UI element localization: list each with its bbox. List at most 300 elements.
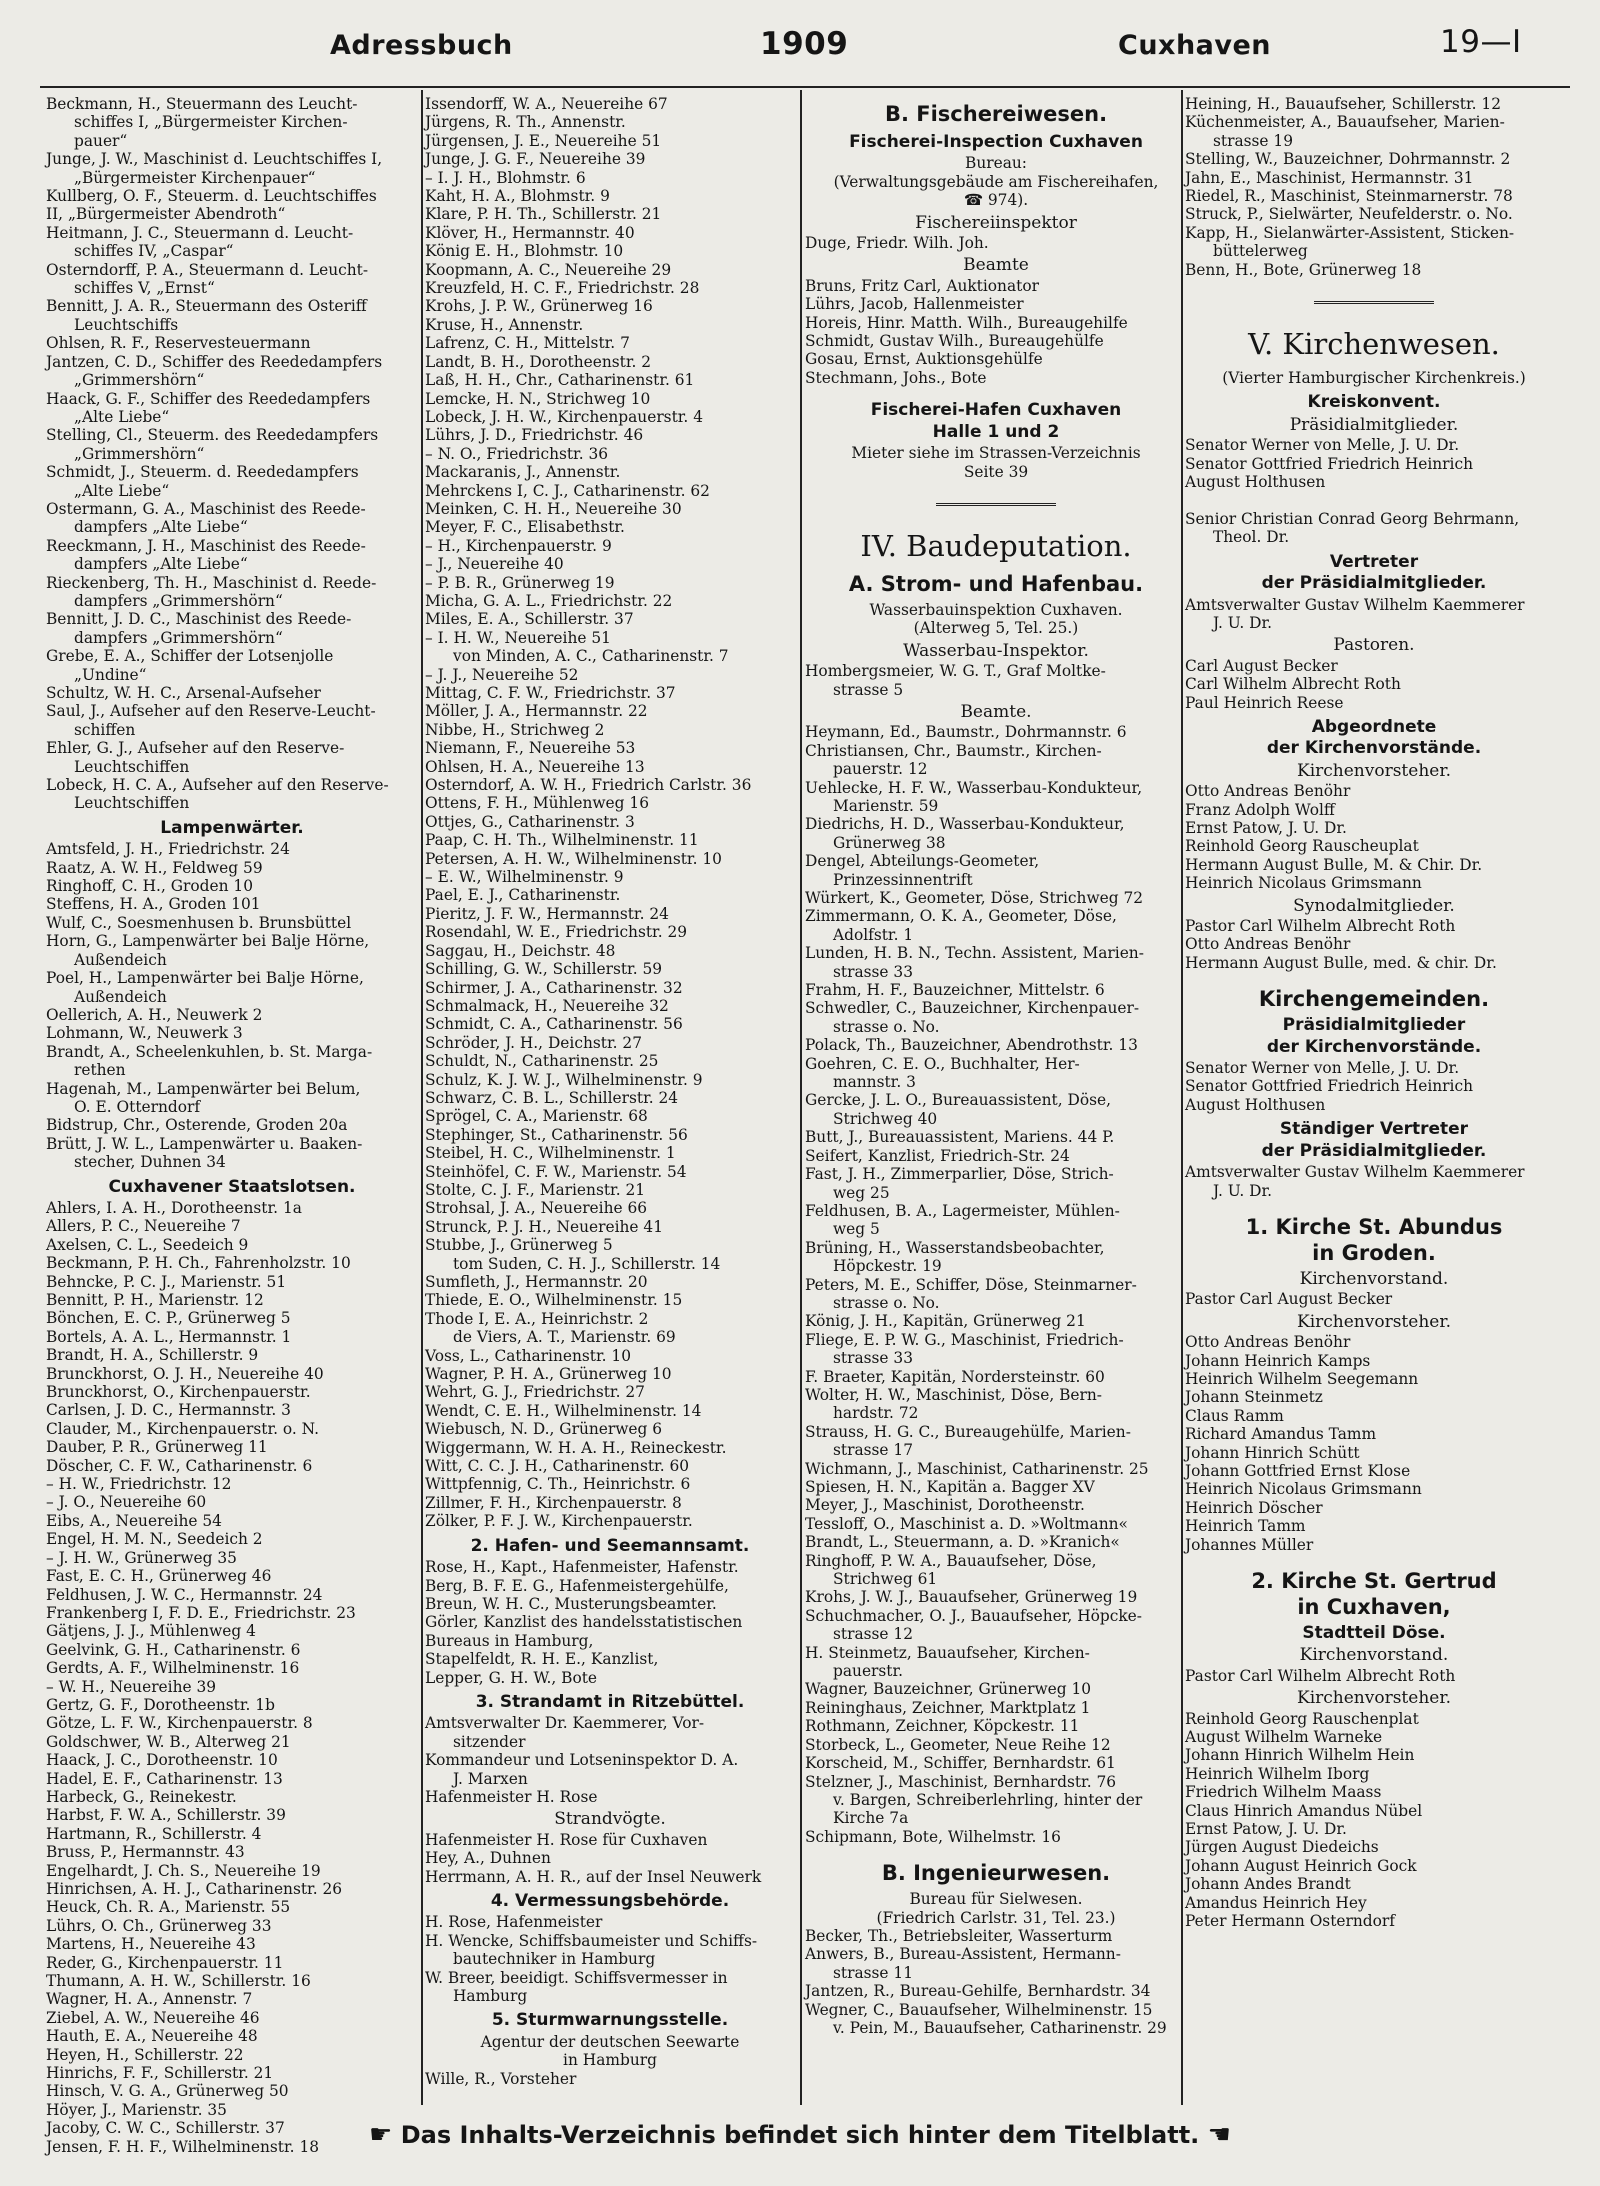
entry-line: Goldschwer, W. B., Alterweg 21 — [46, 1732, 291, 1751]
entry-line: pauer“ — [74, 131, 128, 150]
section-heading-vertreter-2: der Präsidialmitglieder. — [1261, 573, 1487, 594]
entry-line: Amtsverwalter Gustav Wilhelm Kaemmerer — [1185, 1163, 1525, 1182]
entry-line: Agentur der deutschen Seewarte — [480, 2032, 740, 2051]
entry-line: Ostermann, G. A., Maschinist des Reede- — [46, 499, 366, 518]
entry-line: Ringhoff, P. W. A., Bauaufseher, Döse, — [805, 1551, 1097, 1570]
entry-line: Harbst, F. W. A., Schillerstr. 39 — [46, 1806, 286, 1825]
entry-line: Stubbe, J., Grünerweg 5 — [425, 1236, 613, 1255]
entry-line: O. E. Otterndorf — [74, 1097, 201, 1116]
entry-line: Lührs, Jacob, Hallenmeister — [805, 295, 1024, 314]
entry-line: in Hamburg — [563, 2051, 657, 2070]
entry-line: II, „Bürgermeister Abendroth“ — [46, 205, 286, 224]
entry-line: Amtsfeld, J. H., Friedrichstr. 24 — [46, 840, 290, 859]
entry-line: „Alte Liebe“ — [74, 407, 170, 426]
entry-line: Bidstrup, Chr., Osterende, Groden 20a — [46, 1116, 348, 1135]
entry-line: schiffen — [74, 720, 136, 739]
entry-line: Lafrenz, C. H., Mittelstr. 7 — [425, 334, 630, 353]
entry-line: Senator Gottfried Friedrich Heinrich — [1185, 454, 1473, 473]
entry-line: Jürgen August Diedeichs — [1185, 1838, 1379, 1857]
entry-line: Jacoby, C. W. C., Schillerstr. 37 — [46, 2119, 285, 2138]
entry-line: Hinrichs, F. F., Schillerstr. 21 — [46, 2064, 274, 2083]
fischerei-hafen-sub: Halle 1 und 2 — [932, 421, 1060, 442]
entry-line: Hinsch, V. G. A., Grünerweg 50 — [46, 2082, 289, 2101]
entry-line: strasse 12 — [833, 1625, 913, 1644]
entry-line: Beckmann, H., Steuermann des Leucht- — [46, 95, 358, 113]
section-heading-kirche-abundus: 1. Kirche St. Abundus — [1245, 1214, 1503, 1239]
entry-line: Strunck, P. J. H., Neuereihe 41 — [425, 1217, 663, 1236]
footer-note — [0, 2120, 1600, 2150]
entry-line: Clauder, M., Kirchenpauerstr. o. N. — [46, 1419, 320, 1438]
label-wasserbau-inspektor: Wasserbau-Inspektor. — [903, 640, 1089, 661]
entry-line: Riedel, R., Maschinist, Steinmarnerstr. 78 — [1185, 187, 1513, 206]
entry-line: Kullberg, O. F., Steuerm. d. Leuchtschiffes — [46, 187, 377, 206]
entry-line: de Viers, A. T., Marienstr. 69 — [453, 1328, 676, 1347]
entry-line: Kirche 7a — [833, 1809, 909, 1828]
label-kirchenvorsteher: Kirchenvorsteher. — [1297, 760, 1451, 781]
entry-line: Sprögel, C. A., Marienstr. 68 — [425, 1107, 648, 1126]
entry-line: büttelerweg — [1213, 242, 1308, 261]
entry-line: Otto Andreas Benöhr — [1185, 782, 1351, 801]
entry-line: Anwers, B., Bureau-Assistent, Hermann- — [805, 1945, 1121, 1964]
section-heading-staatslotsen: Cuxhavener Staatslotsen. — [108, 1176, 356, 1197]
entry-line: Seifert, Kanzlist, Friedrich-Str. 24 — [805, 1146, 1070, 1165]
entry-line: Ohlsen, H. A., Neuereihe 13 — [425, 757, 645, 776]
entry-line: Meyer, J., Maschinist, Dorotheenstr. — [805, 1496, 1085, 1515]
section-heading-vermessung: 4. Vermessungsbehörde. — [490, 1891, 730, 1911]
entry-line: strasse 33 — [833, 962, 913, 981]
entry-line: Heinrich Döscher — [1185, 1498, 1323, 1517]
entry-line: Heuck, Ch. R. A., Marienstr. 55 — [46, 1898, 291, 1917]
entry-line: Paul Heinrich Reese — [1185, 693, 1344, 712]
entry-line: Niemann, F., Neuereihe 53 — [425, 739, 636, 758]
entry-line: Hafenmeister H. Rose für Cuxhaven — [425, 1830, 708, 1849]
entry-line: Meyer, F. C., Elisabethstr. — [425, 518, 625, 537]
entry-line: Sumfleth, J., Hermannstr. 20 — [425, 1273, 648, 1291]
entry-line: Gätjens, J. J., Mühlenweg 4 — [46, 1622, 256, 1641]
entry-line: H. Rose, Hafenmeister — [425, 1913, 603, 1932]
entry-line: Otto Andreas Benöhr — [1185, 1333, 1351, 1352]
entry-line: Engelhardt, J. Ch. S., Neuereihe 19 — [46, 1861, 321, 1880]
entry-list — [805, 154, 1187, 209]
entry-list — [805, 277, 1187, 387]
entry-line: Möller, J. A., Hermannstr. 22 — [425, 702, 648, 721]
entry-line: Johann Hinrich Schütt — [1185, 1443, 1360, 1462]
entry-line: Höyer, J., Marienstr. 35 — [46, 2100, 227, 2119]
entry-line: Schuldt, N., Catharinenstr. 25 — [425, 1052, 659, 1071]
entry-line: Thiede, E. O., Wilhelminenstr. 15 — [425, 1291, 683, 1310]
entry-list — [1185, 1710, 1563, 1931]
entry-line: Höpckestr. 19 — [833, 1257, 942, 1276]
entry-line: Senior Christian Conrad Georg Behrmann, — [1185, 509, 1520, 528]
entry-line: Axelsen, C. L., Seedeich 9 — [46, 1235, 249, 1254]
entry-list — [46, 95, 418, 813]
entry-line: Nibbe, H., Strichweg 2 — [425, 720, 605, 739]
entry-line: Döscher, C. F. W., Catharinenstr. 6 — [46, 1456, 313, 1475]
entry-line: – P. B. R., Grünerweg 19 — [425, 573, 615, 592]
entry-line: Lepper, G. H. W., Bote — [425, 1668, 597, 1687]
entry-line: August Wilhelm Warneke — [1185, 1728, 1383, 1747]
entry-line: – N. O., Friedrichstr. 36 — [425, 444, 609, 463]
entry-line: pauerstr. 12 — [833, 760, 928, 779]
entry-line: Brandt, H. A., Schillerstr. 9 — [46, 1346, 259, 1365]
header-title: Adressbuch — [330, 30, 513, 61]
entry-line: Bureau: — [965, 154, 1027, 173]
entry-list — [425, 1831, 795, 1886]
entry-line: sitzender — [453, 1732, 526, 1751]
entry-line: bautechniker in Hamburg — [453, 1950, 656, 1969]
entry-line: Rose, H., Kapt., Hafenmeister, Hafenstr. — [425, 1558, 739, 1577]
entry-line: Grebe, E. A., Schiffer der Lotsenjolle — [46, 647, 334, 666]
entry-line: Christiansen, Chr., Baumstr., Kirchen- — [805, 741, 1102, 760]
entry-line: Claus Ramm — [1185, 1406, 1284, 1425]
entry-list — [1185, 1059, 1563, 1114]
section-heading-praesidial-2: der Kirchenvorstände. — [1266, 1036, 1482, 1057]
entry-line: Hafenmeister H. Rose — [425, 1787, 598, 1806]
label-beamte: Beamte — [963, 255, 1029, 276]
entry-line: Meinken, C. H. H., Neuereihe 30 — [425, 499, 682, 518]
entry-list — [46, 1199, 418, 2156]
entry-line: Gosau, Ernst, Auktionsgehülfe — [805, 350, 1043, 369]
entry-line: – H. W., Friedrichstr. 12 — [46, 1475, 232, 1494]
entry-line: Stolte, C. J. F., Marienstr. 21 — [425, 1180, 646, 1199]
entry-line: Stechmann, Johs., Bote — [805, 368, 987, 387]
entry-line: Berg, B. F. E. G., Hafenmeistergehülfe, — [425, 1576, 729, 1595]
entry-line: – J., Neuereihe 40 — [425, 555, 564, 574]
entry-line: Marienstr. 59 — [833, 796, 939, 815]
entry-line: Dauber, P. R., Grünerweg 11 — [46, 1438, 268, 1457]
entry-line: Kreuzfeld, H. C. F., Friedrichstr. 28 — [425, 279, 700, 298]
entry-line: „Alte Liebe“ — [74, 481, 170, 500]
entry-line: Franz Adolph Wolff — [1185, 800, 1335, 819]
entry-list — [1185, 782, 1563, 892]
section-heading-abgeordnete-2: der Kirchenvorstände. — [1266, 738, 1482, 759]
entry-line: Schröder, J. H., Deichstr. 27 — [425, 1033, 642, 1052]
entry-line: Hagenah, M., Lampenwärter bei Belum, — [46, 1079, 361, 1098]
entry-line: hardstr. 72 — [833, 1404, 919, 1423]
entry-line: Petersen, A. H. W., Wilhelminenstr. 10 — [425, 849, 722, 868]
entry-line: Strohsal, J. A., Neuereihe 66 — [425, 1199, 648, 1218]
entry-line: dampfers „Alte Liebe“ — [74, 518, 248, 537]
entry-line: Leuchtschiffen — [74, 757, 190, 776]
entry-line: dampfers „Alte Liebe“ — [74, 555, 248, 574]
entry-list — [1185, 436, 1563, 546]
pointing-hand-right-icon: ☛ — [369, 2120, 393, 2150]
entry-line: Horeis, Hinr. Matth. Wilh., Bureaugehilfe — [805, 313, 1128, 332]
section-heading-hafen: 2. Hafen- und Seemannsamt. — [470, 1535, 750, 1556]
entry-line: strasse o. No. — [833, 1293, 940, 1312]
entry-line: Hombergsmeier, W. G. T., Graf Moltke- — [805, 662, 1106, 681]
entry-line: Rieckenberg, Th. H., Maschinist d. Reede- — [46, 573, 377, 592]
entry-line: – J. J., Neuereihe 52 — [425, 665, 579, 684]
entry-line: weg 5 — [833, 1220, 880, 1239]
entry-line: Pieritz, J. F. W., Hermannstr. 24 — [425, 904, 669, 923]
entry-line: Johann Hinrich Wilhelm Hein — [1185, 1746, 1415, 1765]
entry-line: – H., Kirchenpauerstr. 9 — [425, 536, 612, 555]
entry-line: Thode I, E. A., Heinrichstr. 2 — [425, 1309, 649, 1328]
entry-line: Ernst Patow, J. U. Dr. — [1185, 819, 1347, 837]
entry-line: Landt, B. H., Dorotheenstr. 2 — [425, 352, 652, 371]
entry-list — [1185, 1163, 1563, 1200]
entry-line: Wendt, C. E. H., Wilhelminenstr. 14 — [425, 1401, 702, 1420]
entry-line: Issendorff, W. A., Neuereihe 67 — [425, 95, 668, 113]
entry-line: Jensen, F. H. F., Wilhelminenstr. 18 — [46, 2137, 320, 2156]
entry-line: Hinrichsen, A. H. J., Catharinenstr. 26 — [46, 1880, 343, 1898]
entry-line: Steibel, H. C., Wilhelminenstr. 1 — [425, 1144, 676, 1163]
entry-line: Reininghaus, Zeichner, Marktplatz 1 — [805, 1698, 1091, 1717]
entry-line: Pael, E. J., Catharinenstr. — [425, 886, 621, 905]
section-heading-strom-hafenbau: A. Strom- und Hafenbau. — [848, 571, 1144, 596]
section-heading-fischereiwesen: B. Fischereiwesen. — [884, 102, 1108, 126]
column-4 — [1185, 95, 1563, 2105]
section-heading-lampenwaerter: Lampenwärter. — [160, 817, 304, 838]
entry-line: Beckmann, P. H. Ch., Fahrenholzstr. 10 — [46, 1254, 351, 1273]
entry-line: Tessloff, O., Maschinist a. D. »Woltmann« — [805, 1514, 1128, 1533]
entry-line: Küchenmeister, A., Bauaufseher, Marien- — [1185, 113, 1505, 132]
entry-line: Bureaus in Hamburg, — [425, 1631, 594, 1650]
entry-line: Brunckhorst, O., Kirchenpauerstr. — [46, 1383, 311, 1402]
entry-line: Krohs, J. W. J., Bauaufseher, Grünerweg 19 — [805, 1588, 1138, 1607]
entry-line: v. Pein, M., Bauaufseher, Catharinenstr. 29 — [833, 2018, 1167, 2037]
entry-line: – J. O., Neuereihe 60 — [46, 1493, 207, 1512]
entry-line: Wagner, Bauzeichner, Grünerweg 10 — [805, 1680, 1092, 1699]
label-synodalmitglieder: Synodalmitglieder. — [1293, 895, 1455, 916]
entry-line: „Undine“ — [74, 665, 147, 684]
entry-line: (Alterweg 5, Tel. 25.) — [913, 619, 1079, 638]
entry-line: König, J. H., Kapitän, Grünerweg 21 — [805, 1312, 1086, 1331]
entry-line: J. U. Dr. — [1213, 613, 1272, 632]
entry-line: strasse 17 — [833, 1441, 913, 1460]
entry-line: Strichweg 40 — [833, 1109, 938, 1128]
entry-line: Becker, Th., Betriebsleiter, Wasserturm — [805, 1926, 1113, 1945]
entry-line: Geelvink, G. H., Catharinenstr. 6 — [46, 1640, 301, 1659]
entry-line: Ohlsen, R. F., Reservesteuermann — [46, 334, 311, 353]
entry-line: strasse o. No. — [833, 1017, 940, 1036]
entry-line: Ahlers, I. A. H., Dorotheenstr. 1a — [46, 1198, 302, 1217]
section-heading-kreiskonvent: Kreiskonvent. — [1307, 392, 1441, 413]
entry-line: Ringhoff, C. H., Groden 10 — [46, 877, 253, 896]
entry-line: Mieter siehe im Strassen-Verzeichnis — [851, 444, 1141, 463]
entry-line: J. Marxen — [453, 1769, 528, 1788]
entry-line: Rothmann, Zeichner, Köpckestr. 11 — [805, 1717, 1080, 1736]
entry-line: J. U. Dr. — [1213, 1181, 1272, 1200]
entry-line: Friedrich Wilhelm Maass — [1185, 1783, 1382, 1802]
entry-line: Zillmer, F. H., Kirchenpauerstr. 8 — [425, 1493, 682, 1512]
entry-line: Benn, H., Bote, Grünerweg 18 — [1185, 260, 1422, 279]
entry-list — [425, 1714, 795, 1806]
entry-line: Kaht, H. A., Blohmstr. 9 — [425, 187, 610, 206]
entry-line: Lobeck, J. H. W., Kirchenpauerstr. 4 — [425, 407, 704, 426]
column-divider — [421, 90, 423, 2105]
entry-line: Senator Gottfried Friedrich Heinrich — [1185, 1077, 1473, 1096]
entry-line: dampfers „Grimmershörn“ — [74, 591, 283, 610]
entry-line: Klare, P. H. Th., Schillerstr. 21 — [425, 205, 662, 224]
entry-line: Hamburg — [453, 1987, 528, 2006]
entry-list — [1185, 95, 1563, 279]
entry-line: „Grimmershörn“ — [74, 371, 205, 390]
label-praesidialmitglieder: Präsidialmitglieder. — [1289, 414, 1459, 435]
entry-line: Micha, G. A. L., Friedrichstr. 22 — [425, 591, 673, 610]
entry-line: Hartmann, R., Schillerstr. 4 — [46, 1824, 262, 1843]
entry-line: Schipmann, Bote, Wilhelmstr. 16 — [805, 1827, 1061, 1846]
entry-line: Carlsen, J. D. C., Hermannstr. 3 — [46, 1401, 291, 1420]
entry-line: Haack, J. C., Dorotheenstr. 10 — [46, 1751, 278, 1770]
entry-line: strasse 5 — [833, 680, 904, 699]
entry-line: Jahn, E., Maschinist, Hermannstr. 31 — [1185, 168, 1474, 187]
entry-line: Heinrich Nicolaus Grimsmann — [1185, 1480, 1422, 1499]
entry-line: rethen — [74, 1061, 126, 1080]
entry-line: Lührs, O. Ch., Grünerweg 33 — [46, 1916, 272, 1935]
entry-line: Wiebusch, N. D., Grünerweg 6 — [425, 1420, 663, 1439]
entry-line: schiffes IV, „Caspar“ — [74, 242, 234, 261]
entry-line: (Friedrich Carlstr. 31, Tel. 23.) — [876, 1908, 1116, 1927]
entry-line: Reinhold Georg Rauschenplat — [1185, 1709, 1419, 1728]
entry-line: schiffes V, „Ernst“ — [74, 279, 215, 298]
entry-line: Außendeich — [74, 987, 167, 1006]
entry-list — [1185, 596, 1563, 633]
entry-line: Storbeck, L., Geometer, Neue Reihe 12 — [805, 1735, 1111, 1754]
entry-line: Amtsverwalter Dr. Kaemmerer, Vor- — [425, 1714, 705, 1733]
section-rule — [1314, 301, 1434, 307]
entry-list — [1185, 657, 1563, 712]
entry-line: Thumann, A. H. W., Schillerstr. 16 — [46, 1972, 311, 1991]
section-heading-kirchenwesen: V. Kirchenwesen. — [1248, 327, 1500, 362]
entry-line: Kommandeur und Lotseninspektor D. A. — [425, 1751, 739, 1770]
entry-line: Adolfstr. 1 — [833, 925, 914, 944]
entry-list — [805, 601, 1187, 638]
entry-line: Steffens, H. A., Groden 101 — [46, 895, 261, 914]
entry-line: Leuchtschiffs — [74, 315, 179, 334]
entry-line: Stelling, Cl., Steuerm. des Reededampfers — [46, 426, 379, 445]
entry-line: Schwarz, C. B. L., Schillerstr. 24 — [425, 1088, 679, 1107]
entry-line: Wille, R., Vorsteher — [425, 2069, 577, 2088]
entry-line: Bennitt, J. D. C., Maschinist des Reede- — [46, 610, 352, 629]
entry-line: weg 25 — [833, 1183, 890, 1202]
entry-line: – W. H., Neuereihe 39 — [46, 1677, 217, 1696]
section-heading-sturmwarnung: 5. Sturmwarnungsstelle. — [491, 2010, 729, 2031]
entry-line: Oellerich, A. H., Neuwerk 2 — [46, 1005, 263, 1024]
entry-line: Brüning, H., Wasserstandsbeobachter, — [805, 1238, 1105, 1257]
entry-line: Raatz, A. W. H., Feldweg 59 — [46, 858, 263, 877]
entry-line: Leuchtschiffen — [74, 794, 190, 813]
entry-line: strasse 33 — [833, 1349, 913, 1368]
section-heading-ingenieurwesen: B. Ingenieurwesen. — [881, 1861, 1111, 1886]
entry-line: „Grimmershörn“ — [74, 444, 205, 463]
entry-line: Schwedler, C., Bauzeichner, Kirchenpauer- — [805, 999, 1140, 1018]
entry-line: Pastor Carl Wilhelm Albrecht Roth — [1185, 917, 1456, 936]
pastor-name: Pastor Carl August Becker — [1185, 1290, 1393, 1309]
entry-line: Horn, G., Lampenwärter bei Balje Hörne, — [46, 932, 370, 951]
entry-line: Feldhusen, J. W. C., Hermannstr. 24 — [46, 1585, 323, 1604]
section-heading-staendiger-vertreter: Ständiger Vertreter — [1279, 1119, 1469, 1140]
entry-line: Schmidt, J., Steuerm. d. Reededampfers — [46, 463, 359, 482]
entry-line: Strichweg 61 — [833, 1570, 938, 1589]
entry-line: v. Bargen, Schreiberlehrling, hinter der — [833, 1790, 1143, 1809]
entry-line: Diedrichs, H. D., Wasserbau-Kondukteur, — [805, 815, 1125, 834]
entry-line: Herrmann, A. H. R., auf der Insel Neuwerk — [425, 1867, 762, 1886]
section-heading-kirche-gertrud: 2. Kirche St. Gertrud — [1251, 1569, 1497, 1593]
entry-line: Schmalmack, H., Neuereihe 32 — [425, 996, 669, 1015]
entry-line: Claus Hinrich Amandus Nübel — [1185, 1801, 1423, 1820]
entry-line: Görler, Kanzlist des handelsstatistischen — [425, 1613, 743, 1632]
entry-line: Jürgens, R. Th., Annenstr. — [425, 113, 626, 132]
entry-line: Amandus Heinrich Hey — [1185, 1893, 1367, 1912]
entry-line: stecher, Duhnen 34 — [74, 1153, 226, 1172]
section-heading-staendiger-vertreter-2: der Präsidialmitglieder. — [1261, 1140, 1487, 1161]
district-doese: Stadtteil Döse. — [1302, 1623, 1446, 1643]
entry-line: Wolter, H. W., Maschinist, Döse, Bern- — [805, 1385, 1102, 1404]
section-heading-abgeordnete: Abgeordnete — [1311, 716, 1437, 737]
entry-line: Fast, E. C. H., Grünerweg 46 — [46, 1567, 272, 1586]
entry-line: Hey, A., Duhnen — [425, 1849, 551, 1868]
entry-line: – E. W., Wilhelminenstr. 9 — [425, 868, 624, 887]
entry-line: Spiesen, H. N., Kapitän a. Bagger XV — [805, 1478, 1095, 1496]
entry-line: Uehlecke, H. F. W., Wasserbau-Kondukteur, — [805, 778, 1143, 797]
entry-line: Richard Amandus Tamm — [1185, 1425, 1377, 1444]
entry-line: Peters, M. E., Schiffer, Döse, Steinmarner- — [805, 1275, 1137, 1294]
entry-line: Harbeck, G., Reinekestr. — [46, 1787, 237, 1806]
entry-line: Schmidt, C. A., Catharinenstr. 56 — [425, 1015, 683, 1034]
entry-line: Zölker, P. F. J. W., Kirchenpauerstr. — [425, 1512, 693, 1531]
section-heading-vertreter: Vertreter — [1329, 551, 1419, 572]
entry-line: Hadel, E. F., Catharinenstr. 13 — [46, 1769, 283, 1788]
entry-line: Hermann August Bulle, M. & Chir. Dr. — [1185, 855, 1483, 874]
entry-list — [805, 1890, 1187, 1927]
entry-line: Senator Werner von Melle, J. U. Dr. — [1185, 1059, 1460, 1078]
section-heading-strandamt: 3. Strandamt in Ritzebüttel. — [475, 1691, 745, 1712]
entry-line: Wagner, H. A., Annenstr. 7 — [46, 1990, 253, 2009]
entry-line: Bortels, A. A. L., Hermannstr. 1 — [46, 1327, 292, 1346]
entry-line: Wichmann, J., Maschinist, Catharinenstr. 25 — [805, 1459, 1149, 1478]
entry-line: Ernst Patow, J. U. Dr. — [1185, 1820, 1347, 1839]
entry-line: Wagner, P. H. A., Grünerweg 10 — [425, 1365, 672, 1384]
entry-line: Voss, L., Catharinenstr. 10 — [425, 1346, 631, 1365]
section-heading-strandvoegte: Strandvögte. — [554, 1809, 666, 1830]
entry-line: Johann Andes Brandt — [1185, 1875, 1351, 1894]
page-header — [0, 22, 1600, 72]
section-heading-baudeputation: IV. Baudeputation. — [860, 528, 1132, 563]
entry-line: Miles, E. A., Schillerstr. 37 — [425, 610, 634, 629]
entry-list — [805, 723, 1187, 1846]
entry-line: Heinrich Nicolaus Grimsmann — [1185, 874, 1422, 893]
entry-line: Saggau, H., Deichstr. 48 — [425, 941, 616, 960]
column-1 — [46, 95, 418, 2156]
entry-line: Gerdts, A. F., Wilhelminenstr. 16 — [46, 1659, 300, 1678]
entry-list — [425, 95, 795, 1531]
entry-line: Lunden, H. B. N., Techn. Assistent, Marien- — [805, 944, 1144, 963]
entry-line: Bruss, P., Hermannstr. 43 — [46, 1843, 245, 1862]
entry-line: Gercke, J. L. O., Bureauassistent, Döse, — [805, 1091, 1112, 1110]
entry-line: schiffes I, „Bürgermeister Kirchen- — [74, 113, 348, 132]
entry-line: Bruns, Fritz Carl, Auktionator — [805, 276, 1039, 295]
entry-line: Schirmer, J. A., Catharinenstr. 32 — [425, 978, 683, 997]
entry-line: Schulz, K. J. W. J., Wilhelminenstr. 9 — [425, 1070, 703, 1089]
entry-line: Carl Wilhelm Albrecht Roth — [1185, 675, 1401, 694]
entry-line: Johann Steinmetz — [1185, 1388, 1323, 1407]
entry-line: Ottens, F. H., Mühlenweg 16 — [425, 794, 649, 813]
entry-line: Stelling, W., Bauzeichner, Dohrmannstr. 2 — [1185, 150, 1511, 169]
entry-line: Laß, H. H., Chr., Catharinenstr. 61 — [425, 371, 695, 390]
pastor-name: Pastor Carl Wilhelm Albrecht Roth — [1185, 1666, 1456, 1685]
entry-line: Brütt, J. W. L., Lampenwärter u. Baaken- — [46, 1134, 363, 1153]
entry-line: Otto Andreas Benöhr — [1185, 935, 1351, 954]
entry-line: Stephinger, St., Catharinenstr. 56 — [425, 1125, 688, 1144]
label-beamte: Beamte. — [960, 701, 1032, 722]
entry-line: Mittag, C. F. W., Friedrichstr. 37 — [425, 684, 676, 702]
entry-line: Fast, J. H., Zimmerparlier, Döse, Strich- — [805, 1165, 1114, 1184]
entry-line: Lobeck, H. C. A., Aufseher auf den Reserve- — [46, 776, 389, 795]
entry-line: Reinhold Georg Rauscheuplat — [1185, 837, 1419, 856]
label-kirchenvorsteher: Kirchenvorsteher. — [1297, 1311, 1451, 1332]
